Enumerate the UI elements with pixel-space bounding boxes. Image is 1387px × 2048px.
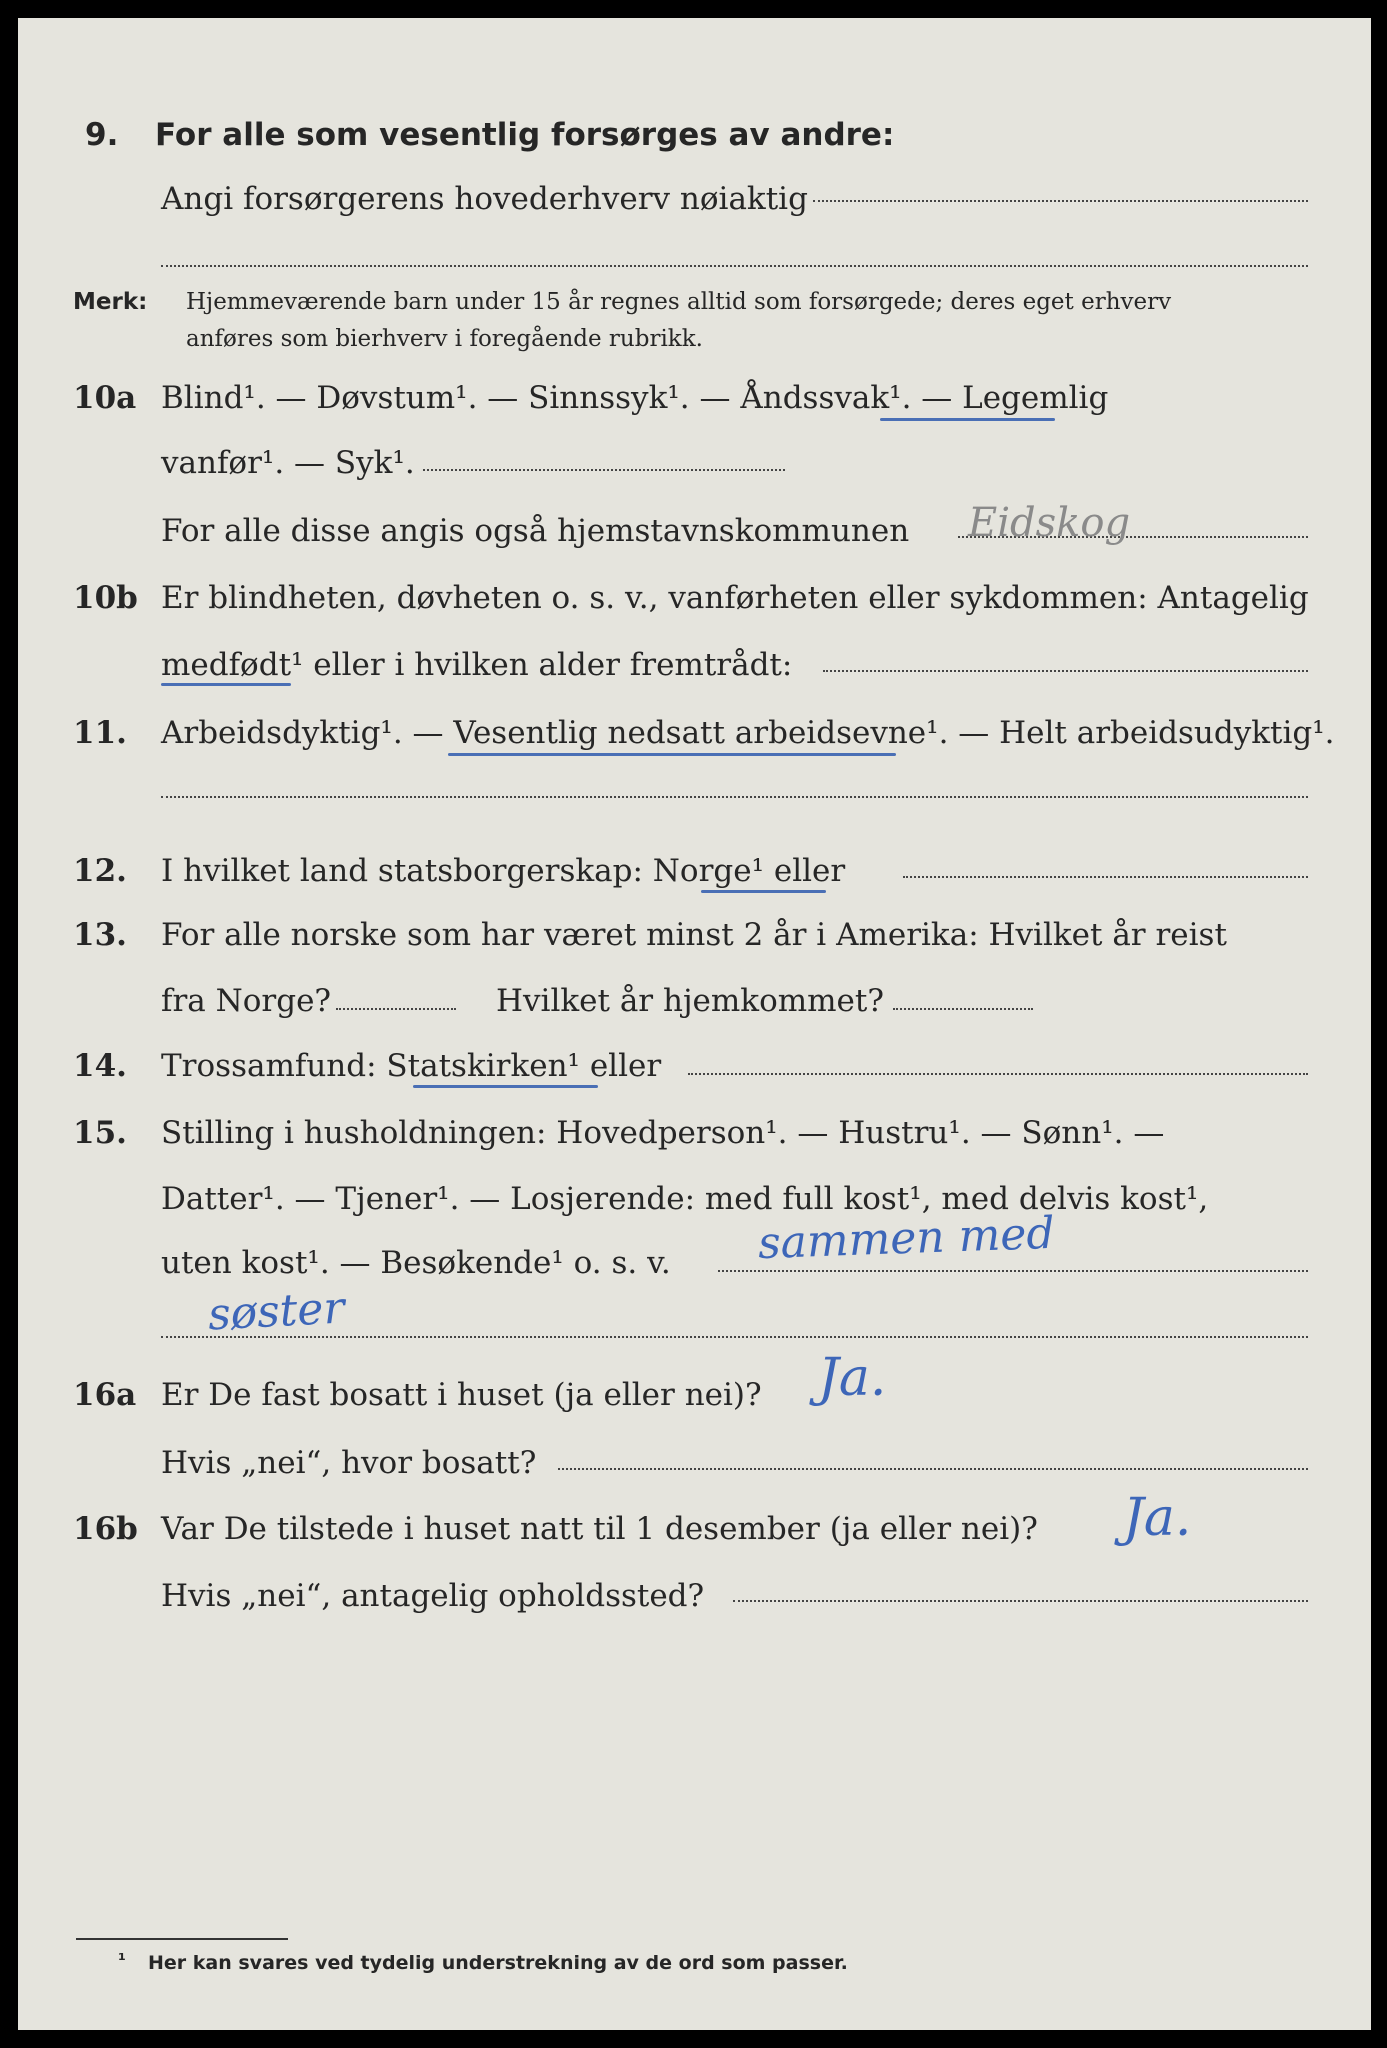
q12-line-1: I hvilket land statsborgerskap: Norge¹ eller xyxy=(161,853,846,889)
q15-answer-line-2 xyxy=(161,1336,1308,1338)
q14-underline-statskirken xyxy=(413,1085,598,1088)
census-form-page xyxy=(18,18,1371,2030)
q10b-line-1: Er blindheten, døvheten o. s. v., vanførheten eller sykdommen: Antagelig xyxy=(161,580,1309,616)
q15-handwritten-answer-2: søster xyxy=(206,1282,346,1341)
q16b-number: 16b xyxy=(73,1511,138,1547)
q12-answer-line xyxy=(903,876,1308,878)
q15-number: 15. xyxy=(73,1115,127,1151)
q10a-underline-andssvak xyxy=(880,418,1055,421)
merk-line-1: Hjemmeværende barn under 15 år regnes alltid som forsørgede; deres eget erhverv xyxy=(186,289,1172,315)
q11-line-1: Arbeidsdyktig¹. — Vesentlig nedsatt arbeidsevne¹. — Helt arbeidsudyktig¹. xyxy=(161,715,1335,751)
footnote-mark: ¹ xyxy=(118,1950,126,1971)
q11-answer-line xyxy=(161,796,1308,798)
q15-line-3: uten kost¹. — Besøkende¹ o. s. v. xyxy=(161,1245,671,1281)
q10a-line-3: For alle disse angis også hjemstavnskommunen xyxy=(161,513,910,549)
q15-answer-line xyxy=(718,1270,1308,1272)
q9-answer-line-2 xyxy=(161,265,1308,267)
q13-line-2a: fra Norge? xyxy=(161,983,332,1019)
q10a-handwritten-answer: Eidskog xyxy=(968,500,1131,546)
q10b-line-2: medfødt¹ eller i hvilken alder fremtrådt: xyxy=(161,647,793,683)
q16a-answer-line xyxy=(558,1468,1308,1470)
q16a-line-2: Hvis „nei“, hvor bosatt? xyxy=(161,1445,537,1481)
q16b-answer-line xyxy=(733,1600,1308,1602)
q16b-handwritten-answer: Ja. xyxy=(1123,1488,1192,1548)
q10b-underline-medfodt xyxy=(161,683,291,686)
q10a-number: 10a xyxy=(73,380,137,416)
q16a-line-1: Er De fast bosatt i huset (ja eller nei)? xyxy=(161,1377,762,1413)
q10a-syk-line xyxy=(423,469,785,471)
q13-hjemkommet-line xyxy=(893,1008,1033,1010)
q12-underline-norge xyxy=(701,890,826,893)
q9-question: Angi forsørgerens hovederhverv nøiaktig xyxy=(161,181,808,217)
q13-line-2b: Hvilket år hjemkommet? xyxy=(496,983,884,1019)
q10b-number: 10b xyxy=(73,580,138,616)
q12-number: 12. xyxy=(73,853,127,889)
q10b-answer-line xyxy=(823,670,1308,672)
q15-handwritten-answer-1: sammen med xyxy=(757,1207,1056,1270)
footnote-text: Her kan svares ved tydelig understrekning av de ord som passer. xyxy=(148,1952,848,1974)
q15-line-2: Datter¹. — Tjener¹. — Losjerende: med full kost¹, med delvis kost¹, xyxy=(161,1181,1209,1217)
q16b-line-1: Var De tilstede i huset natt til 1 desember (ja eller nei)? xyxy=(161,1511,1038,1547)
q10a-line-1: Blind¹. — Døvstum¹. — Sinnssyk¹. — Åndssvak¹. — Legemlig xyxy=(161,380,1109,416)
q14-number: 14. xyxy=(73,1048,127,1084)
footnote-rule xyxy=(76,1938,288,1940)
q9-answer-line xyxy=(813,200,1308,202)
q16a-handwritten-answer: Ja. xyxy=(818,1348,887,1408)
merk-label: Merk: xyxy=(73,289,148,315)
q15-line-1: Stilling i husholdningen: Hovedperson¹. — Hustru¹. — Sønn¹. — xyxy=(161,1115,1165,1151)
q9-title: For alle som vesentlig forsørges av andre: xyxy=(155,117,895,153)
q9-number: 9. xyxy=(85,117,119,153)
q14-answer-line xyxy=(688,1073,1308,1075)
q10a-line-2: vanfør¹. — Syk¹. xyxy=(161,445,415,481)
q14-line-1: Trossamfund: Statskirken¹ eller xyxy=(161,1048,662,1084)
merk-line-2: anføres som bierhverv i foregående rubrikk. xyxy=(186,326,703,352)
q16a-number: 16a xyxy=(73,1377,137,1413)
q16b-line-2: Hvis „nei“, antagelig opholdssted? xyxy=(161,1578,705,1614)
q13-line-1: For alle norske som har været minst 2 år i Amerika: Hvilket år reist xyxy=(161,917,1227,953)
q11-number: 11. xyxy=(73,715,127,751)
q13-reist-line xyxy=(336,1008,456,1010)
q11-underline-nedsatt xyxy=(448,753,896,756)
q13-number: 13. xyxy=(73,917,127,953)
